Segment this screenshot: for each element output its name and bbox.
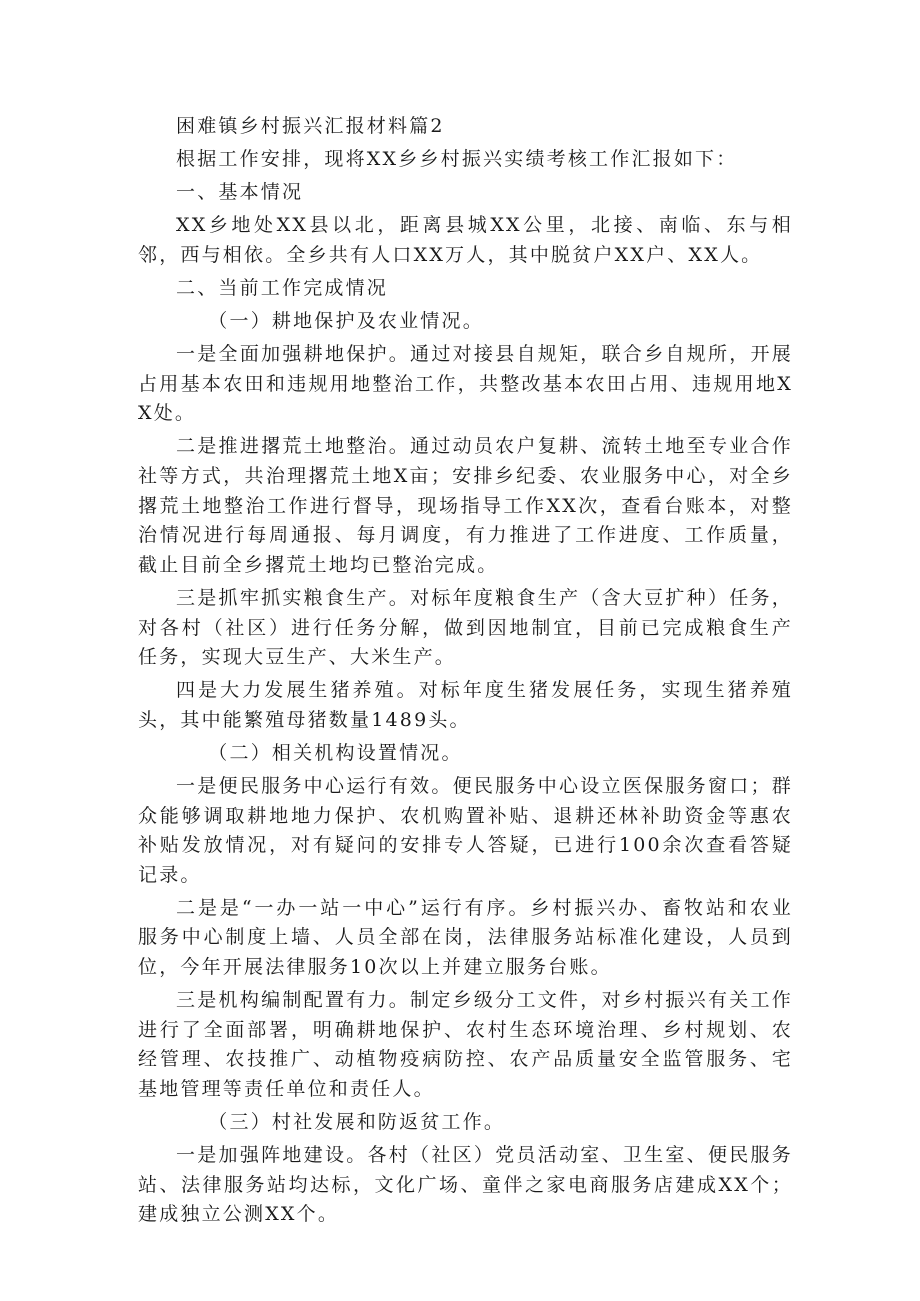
document-body xyxy=(138,112,793,1233)
intro-paragraph: 根据工作安排，现将XX乡乡村振兴实绩考核工作汇报如下： xyxy=(176,148,738,171)
village-paragraph-1: 一是加强阵地建设。各村（社区）党员活动室、卫生室、便民服务站、法律服务站均达标，文化广场、童伴之家电商服务店建成XX个；建成独立公测XX个。 xyxy=(138,1144,793,1226)
subsection-heading-institutions: （二）相关机构设置情况。 xyxy=(208,741,463,764)
farmland-paragraph-1: 一是全面加强耕地保护。通过对接县自规矩，联合乡自规所，开展占用基本农田和违规用地整治工作，共整改基本农田占用、违规用地XX处。 xyxy=(138,343,793,425)
section-heading-basic: 一、基本情况 xyxy=(176,181,304,204)
institutions-paragraph-2: 二是是“一办一站一中心”运行有序。乡村振兴办、畜牧站和农业服务中心制度上墙、人员全部在岗，法律服务站标准化建设，人员到位，今年开展法律服务10次以上并建立服务台账。 xyxy=(138,896,793,979)
farmland-paragraph-4: 四是大力发展生猪养殖。对标年度生猪发展任务，实现生猪养殖头，其中能繁殖母猪数量1489头。 xyxy=(138,679,793,731)
farmland-paragraph-2: 二是推进撂荒土地整治。通过动员农户复耕、流转土地至专业合作社等方式，共治理撂荒土地X亩；安排乡纪委、农业服务中心，对全乡撂荒土地整治工作进行督导，现场指导工作XX次，查看台账本，对整治情况进行每周通报、每月调度，有力推进了工作进度、工作质量，截止目前全乡撂荒土地均已整治完成。 xyxy=(138,435,793,576)
basic-info-paragraph: XX乡地处XX县以北，距离县城XX公里，北接、南临、东与相邻，西与相依。全乡共有人口XX万人，其中脱贫户XX户、XX人。 xyxy=(138,214,793,266)
document-title: 困难镇乡村振兴汇报材料篇2 xyxy=(176,115,445,137)
institutions-paragraph-3: 三是机构编制配置有力。制定乡级分工文件，对乡村振兴有关工作进行了全面部署，明确耕地保护、农村生态环境治理、乡村规划、农经管理、农技推广、动植物疫病防控、农产品质量安全监管服务、宅基地管理等责任单位和责任人。 xyxy=(138,989,793,1100)
subsection-heading-farmland: （一）耕地保护及农业情况。 xyxy=(208,310,484,333)
institutions-paragraph-1: 一是便民服务中心运行有效。便民服务中心设立医保服务窗口；群众能够调取耕地地力保护、农机购置补贴、退耕还林补助资金等惠农补贴发放情况，对有疑问的安排专人答疑，已进行100余次查看答疑记录。 xyxy=(138,774,793,886)
section-heading-progress: 二、当前工作完成情况 xyxy=(176,276,389,299)
subsection-heading-village: （三）村社发展和防返贫工作。 xyxy=(208,1111,506,1133)
farmland-paragraph-3: 三是抓牢抓实粮食生产。对标年度粮食生产（含大豆扩种）任务，对各村（社区）进行任务分解，做到因地制宜，目前已完成粮食生产任务，实现大豆生产、大米生产。 xyxy=(138,586,793,669)
